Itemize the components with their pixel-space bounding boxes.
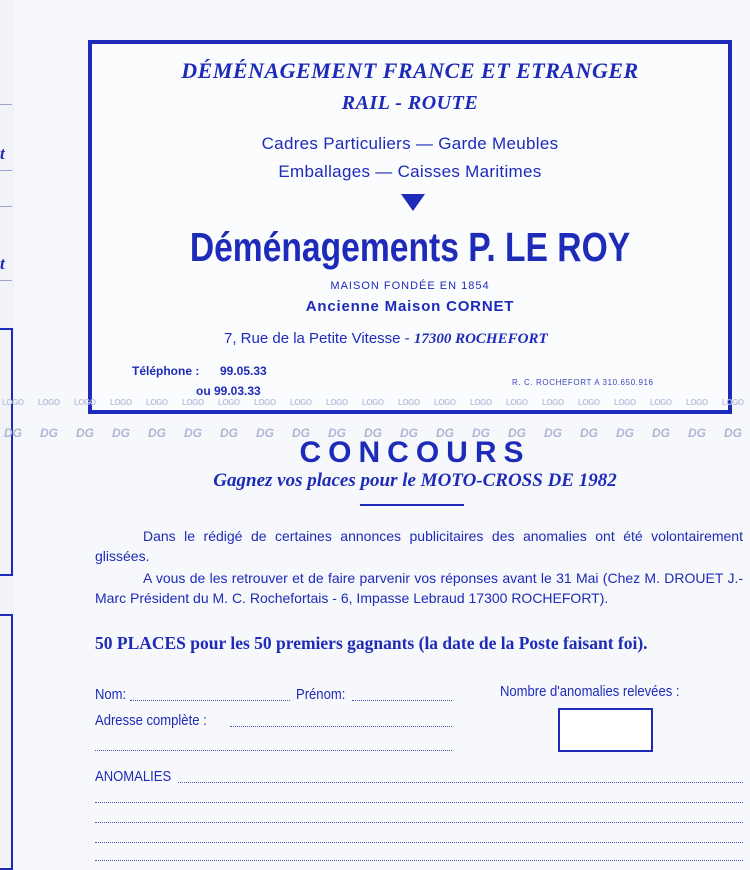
watermark-logo: [716, 396, 750, 440]
watermark-logo-text: LOGO: [722, 398, 744, 407]
watermark-logo: [104, 396, 140, 440]
watermark-logo-text: LOGO: [434, 398, 456, 407]
watermark-logo-text: LOGO: [38, 398, 60, 407]
address-label: Adresse complète :: [95, 713, 207, 729]
watermark-logo-text: LOGO: [2, 398, 24, 407]
ad-services-2: Emballages — Caisses Maritimes: [278, 162, 542, 181]
left-fragment-2: t: [0, 254, 5, 273]
anomaly-count-label: Nombre d'anomalies relevées :: [500, 684, 680, 700]
nom-label: Nom:: [95, 687, 127, 703]
anomalies-line[interactable]: [178, 782, 743, 783]
watermark-logo-text: LOGO: [110, 398, 132, 407]
watermark-dg-text: DG: [364, 426, 382, 440]
left-fragment-1: t: [0, 144, 5, 163]
watermark-logo-text: LOGO: [542, 398, 564, 407]
ad-services-1: Cadres Particuliers — Garde Meubles: [261, 134, 559, 153]
watermark-logo: [248, 396, 284, 440]
phone-number-2: ou 99.03.33: [196, 384, 261, 398]
watermark-logo: [176, 396, 212, 440]
contest-paragraph-2: A vous de les retrouver et de faire parvenir vos réponses avant le 31 Mai (Chez M. DROUET J.-Marc Président du M. C. Rochefortais - 6, Impasse Lebraud 17300 ROCHEFORT).: [95, 570, 743, 606]
watermark-dg-text: DG: [544, 426, 562, 440]
title-rule: [360, 504, 464, 506]
watermark-logo: [608, 396, 644, 440]
left-rule: [0, 206, 12, 207]
watermark-logo-text: LOGO: [686, 398, 708, 407]
watermark-logo: [680, 396, 716, 440]
registration-number: R. C. ROCHEFORT A 310.650.916: [512, 378, 654, 387]
watermark-dg-text: DG: [688, 426, 706, 440]
watermark-dg-text: DG: [436, 426, 454, 440]
watermark-dg-text: DG: [724, 426, 742, 440]
contest-paragraph-1: Dans le rédigé de certaines annonces publicitaires des anomalies ont été volontairement glissées.: [95, 528, 743, 564]
left-rule: [0, 104, 12, 105]
watermark-logo: [392, 396, 428, 440]
watermark-dg-text: DG: [508, 426, 526, 440]
watermark-logo: [0, 396, 32, 440]
watermark-dg-text: DG: [220, 426, 238, 440]
prenom-label: Prénom:: [296, 687, 346, 703]
watermark-dg-text: DG: [652, 426, 670, 440]
anomalies-line[interactable]: [95, 822, 743, 823]
watermark-logo: [140, 396, 176, 440]
advertisement-box: [88, 40, 732, 414]
watermark-logo-text: LOGO: [506, 398, 528, 407]
watermark-logo-text: LOGO: [398, 398, 420, 407]
phone-number-1: 99.05.33: [220, 364, 267, 378]
watermark-logo-text: LOGO: [146, 398, 168, 407]
city: 17300 ROCHEFORT: [413, 331, 548, 347]
left-rule: [0, 280, 12, 281]
watermark-logo-text: LOGO: [254, 398, 276, 407]
address-line: [224, 330, 548, 348]
triangle-down-icon: [401, 194, 425, 211]
watermark-dg-text: DG: [580, 426, 598, 440]
formerly-line: Ancienne Maison CORNET: [305, 298, 515, 315]
phone-label: Téléphone :: [132, 364, 200, 378]
watermark-logo: [428, 396, 464, 440]
prize-text: 50 PLACES pour les 50 premiers gagnants (la date de la Poste faisant foi).: [95, 633, 648, 653]
watermark-band: [0, 396, 750, 440]
street: 7, Rue de la Petite Vitesse -: [224, 330, 410, 347]
watermark-logo-text: LOGO: [74, 398, 96, 407]
watermark-logo-text: LOGO: [326, 398, 348, 407]
address-field[interactable]: [230, 726, 452, 727]
watermark-dg-text: DG: [184, 426, 202, 440]
left-rule: [0, 170, 12, 171]
watermark-logo: [356, 396, 392, 440]
watermark-dg-text: DG: [256, 426, 274, 440]
watermark-logo-text: LOGO: [362, 398, 384, 407]
anomaly-count-box[interactable]: [558, 708, 653, 752]
watermark-logo: [284, 396, 320, 440]
watermark-dg-text: DG: [148, 426, 166, 440]
watermark-dg-text: DG: [400, 426, 418, 440]
watermark-dg-text: DG: [76, 426, 94, 440]
watermark-logo-text: LOGO: [470, 398, 492, 407]
watermark-dg-text: DG: [4, 426, 22, 440]
watermark-logo: [572, 396, 608, 440]
prenom-field[interactable]: [352, 700, 452, 701]
watermark-logo-text: LOGO: [578, 398, 600, 407]
contest-title: CONCOURS: [299, 436, 531, 469]
watermark-logo: [536, 396, 572, 440]
watermark-dg-text: DG: [40, 426, 58, 440]
watermark-dg-text: DG: [328, 426, 346, 440]
watermark-dg-text: DG: [292, 426, 310, 440]
anomalies-line[interactable]: [95, 860, 743, 861]
nom-field[interactable]: [130, 700, 290, 701]
founded-line: MAISON FONDÉE EN 1854: [330, 280, 490, 292]
watermark-logo: [500, 396, 536, 440]
watermark-logo-text: LOGO: [290, 398, 312, 407]
anomalies-line[interactable]: [95, 802, 743, 803]
watermark-logo: [212, 396, 248, 440]
ad-subheader: RAIL - ROUTE: [341, 92, 479, 114]
address-field-line-2[interactable]: [95, 750, 452, 751]
ad-header: DÉMÉNAGEMENT FRANCE ET ETRANGER: [181, 58, 639, 83]
anomalies-label: ANOMALIES: [95, 769, 172, 785]
watermark-logo: [464, 396, 500, 440]
watermark-dg-text: DG: [472, 426, 490, 440]
watermark-logo: [32, 396, 68, 440]
watermark-dg-text: DG: [112, 426, 130, 440]
anomalies-line[interactable]: [95, 842, 743, 843]
watermark-logo-text: LOGO: [182, 398, 204, 407]
watermark-logo: [320, 396, 356, 440]
watermark-logo-text: LOGO: [650, 398, 672, 407]
watermark-logo-text: LOGO: [614, 398, 636, 407]
watermark-logo: [68, 396, 104, 440]
watermark-logo-text: LOGO: [218, 398, 240, 407]
contest-subtitle: Gagnez vos places pour le MOTO-CROSS DE 1982: [213, 470, 617, 491]
company-name: Déménagements P. LE ROY: [189, 224, 631, 270]
left-frame-2: [0, 614, 13, 870]
watermark-dg-text: DG: [616, 426, 634, 440]
watermark-logo: [644, 396, 680, 440]
